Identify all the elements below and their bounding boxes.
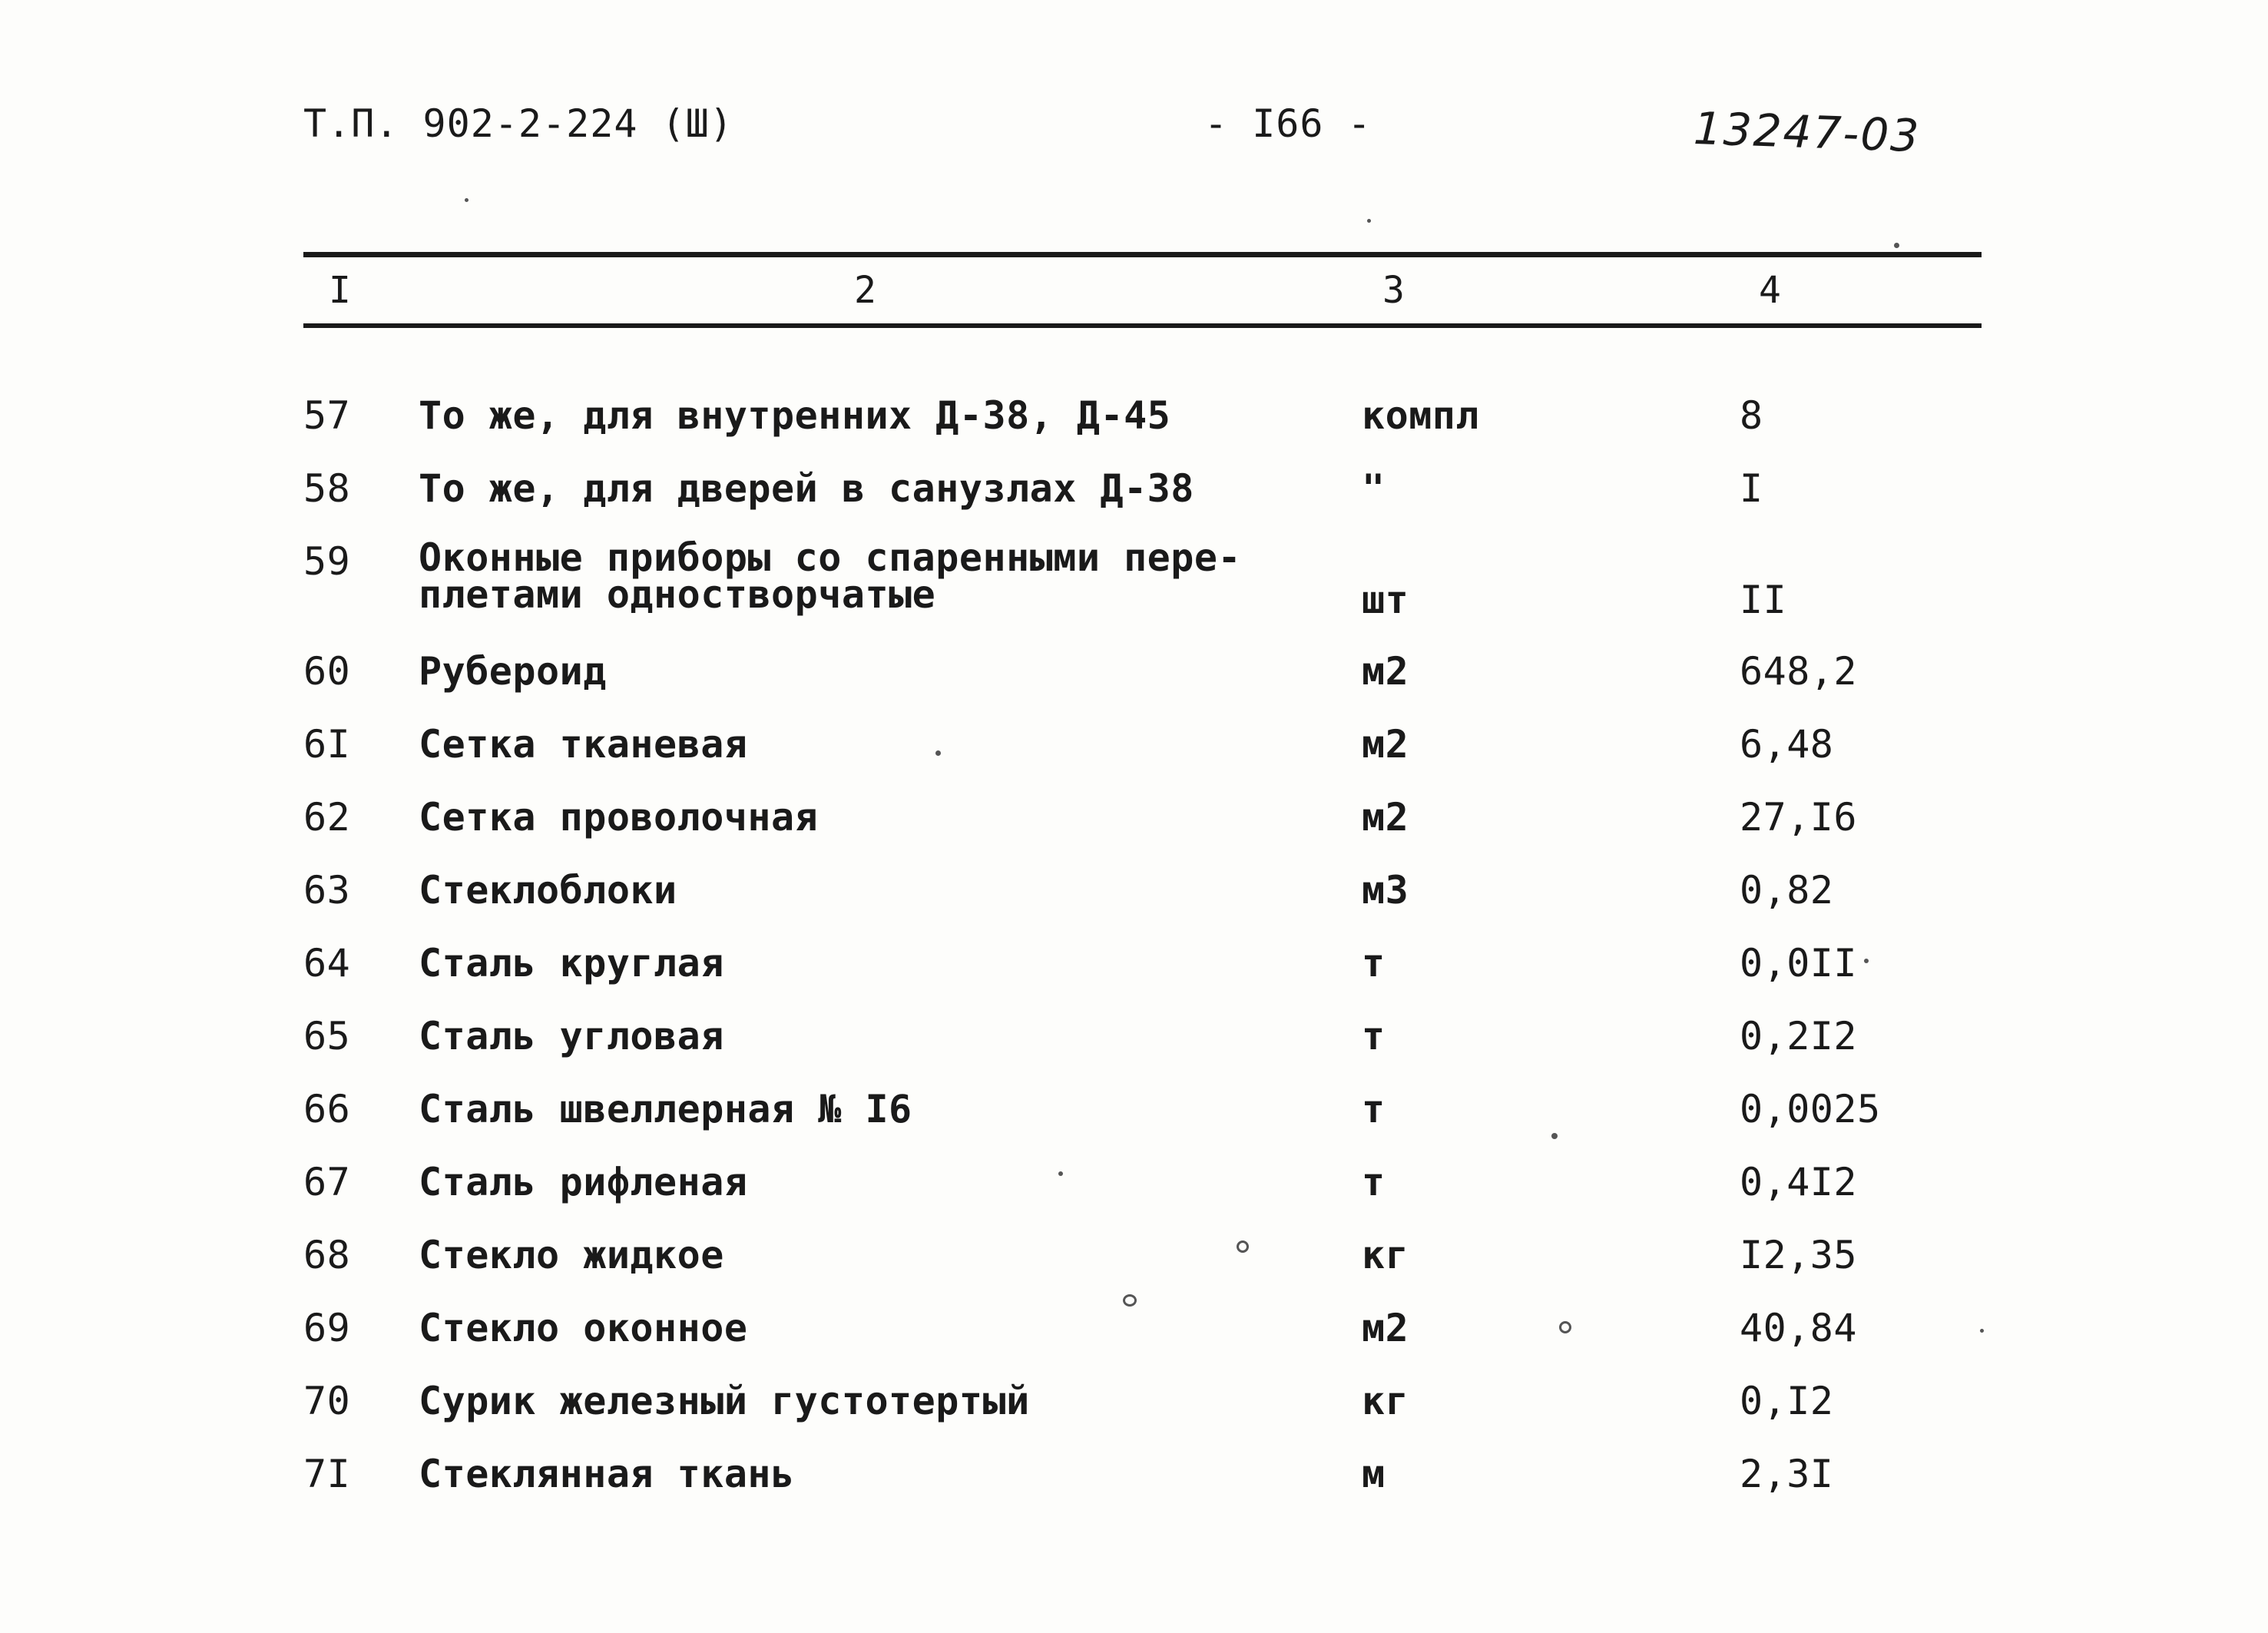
table-row — [0, 393, 2268, 447]
row-number: 7I — [303, 1452, 351, 1496]
quantity: 6,48 — [1740, 722, 1834, 767]
unit: м3 — [1362, 868, 1409, 913]
material-name: Сталь рифленая — [419, 1160, 748, 1204]
column-number-3: 3 — [1382, 269, 1405, 312]
unit: кг — [1362, 1379, 1409, 1423]
unit: м2 — [1362, 1306, 1409, 1350]
row-number: 60 — [303, 649, 351, 694]
table-row — [0, 1452, 2268, 1505]
scan-speck — [1894, 243, 1899, 248]
unit: м2 — [1362, 649, 1409, 694]
unit: компл — [1362, 393, 1480, 438]
material-name: Сурик железный густотертый — [419, 1379, 1030, 1423]
row-number: 58 — [303, 466, 351, 511]
table-row — [0, 795, 2268, 849]
quantity: I — [1740, 466, 1763, 511]
scan-speck — [1980, 1329, 1984, 1333]
quantity: I2,35 — [1740, 1233, 1858, 1277]
unit: кг — [1362, 1233, 1409, 1277]
unit: т — [1362, 1014, 1386, 1058]
table-top-rule — [303, 252, 1982, 257]
material-name: Стекло жидкое — [419, 1233, 724, 1277]
quantity: 0,0025 — [1740, 1087, 1881, 1131]
material-name: Стеклоблоки — [419, 868, 677, 913]
unit: м2 — [1362, 722, 1409, 767]
table-row — [0, 1014, 2268, 1068]
material-name: Стекло оконное — [419, 1306, 748, 1350]
table-row — [0, 1306, 2268, 1360]
material-name: Рубероид — [419, 649, 607, 694]
document-code: Т.П. 902-2-224 (Ш) — [303, 101, 733, 146]
table-row — [0, 1087, 2268, 1141]
table-row — [0, 722, 2268, 776]
scan-speck — [1559, 1321, 1571, 1333]
scan-speck — [1123, 1294, 1137, 1307]
material-name: То же, для внутренних Д-38, Д-45 — [419, 393, 1171, 438]
quantity: 0,I2 — [1740, 1379, 1834, 1423]
column-number-4: 4 — [1759, 269, 1781, 312]
row-number: 62 — [303, 795, 351, 840]
quantity: 40,84 — [1740, 1306, 1858, 1350]
row-number: 65 — [303, 1014, 351, 1058]
material-name: Сетка проволочная — [419, 795, 819, 840]
scan-speck — [465, 198, 468, 202]
material-name: Сетка тканевая — [419, 722, 748, 767]
table-row — [0, 1160, 2268, 1214]
row-number: 68 — [303, 1233, 351, 1277]
row-number: 67 — [303, 1160, 351, 1204]
table-row — [0, 1233, 2268, 1287]
scan-speck — [1864, 959, 1869, 963]
table-row — [0, 649, 2268, 703]
quantity: 0,82 — [1740, 868, 1834, 913]
material-name: Сталь швеллерная № I6 — [419, 1087, 912, 1131]
table-row — [0, 941, 2268, 995]
material-name: Сталь угловая — [419, 1014, 724, 1058]
material-name-line-1: Оконные приборы со спаренными пере- — [419, 535, 1242, 580]
row-number: 69 — [303, 1306, 351, 1350]
row-number: 59 — [303, 539, 351, 584]
material-name-line-2: плетами одностворчатые — [419, 572, 936, 617]
row-number: 66 — [303, 1087, 351, 1131]
unit: т — [1362, 1160, 1386, 1204]
scan-speck — [1367, 219, 1371, 223]
page-number: - I66 - — [1204, 101, 1372, 146]
unit: м2 — [1362, 795, 1409, 840]
table-row — [0, 1379, 2268, 1433]
row-number: 64 — [303, 941, 351, 985]
quantity: 648,2 — [1740, 649, 1858, 694]
scan-speck — [1551, 1133, 1558, 1139]
unit: " — [1362, 466, 1386, 511]
row-number: 70 — [303, 1379, 351, 1423]
unit: т — [1362, 1087, 1386, 1131]
unit: м — [1362, 1452, 1386, 1496]
material-name — [419, 535, 1242, 617]
quantity: II — [1740, 578, 1787, 622]
material-name: Стеклянная ткань — [419, 1452, 795, 1496]
scan-speck — [1058, 1171, 1063, 1176]
table-header-rule — [303, 323, 1982, 328]
archive-number-handwritten: 13247-03 — [1692, 101, 1922, 163]
scan-speck — [1237, 1240, 1249, 1253]
table-row — [0, 868, 2268, 922]
material-name: То же, для дверей в санузлах Д-38 — [419, 466, 1194, 511]
column-number-1: I — [329, 269, 351, 312]
quantity: 0,0II — [1740, 941, 1858, 985]
column-number-2: 2 — [854, 269, 876, 312]
unit: т — [1362, 941, 1386, 985]
table-row — [0, 466, 2268, 520]
quantity: 0,2I2 — [1740, 1014, 1858, 1058]
row-number: 57 — [303, 393, 351, 438]
quantity: 27,I6 — [1740, 795, 1858, 840]
quantity: 0,4I2 — [1740, 1160, 1858, 1204]
row-number: 63 — [303, 868, 351, 913]
material-name: Сталь круглая — [419, 941, 724, 985]
row-number: 6I — [303, 722, 351, 767]
quantity: 8 — [1740, 393, 1763, 438]
table-row — [0, 535, 2268, 631]
scan-speck — [935, 750, 941, 756]
quantity: 2,3I — [1740, 1452, 1834, 1496]
unit: шт — [1362, 578, 1409, 622]
